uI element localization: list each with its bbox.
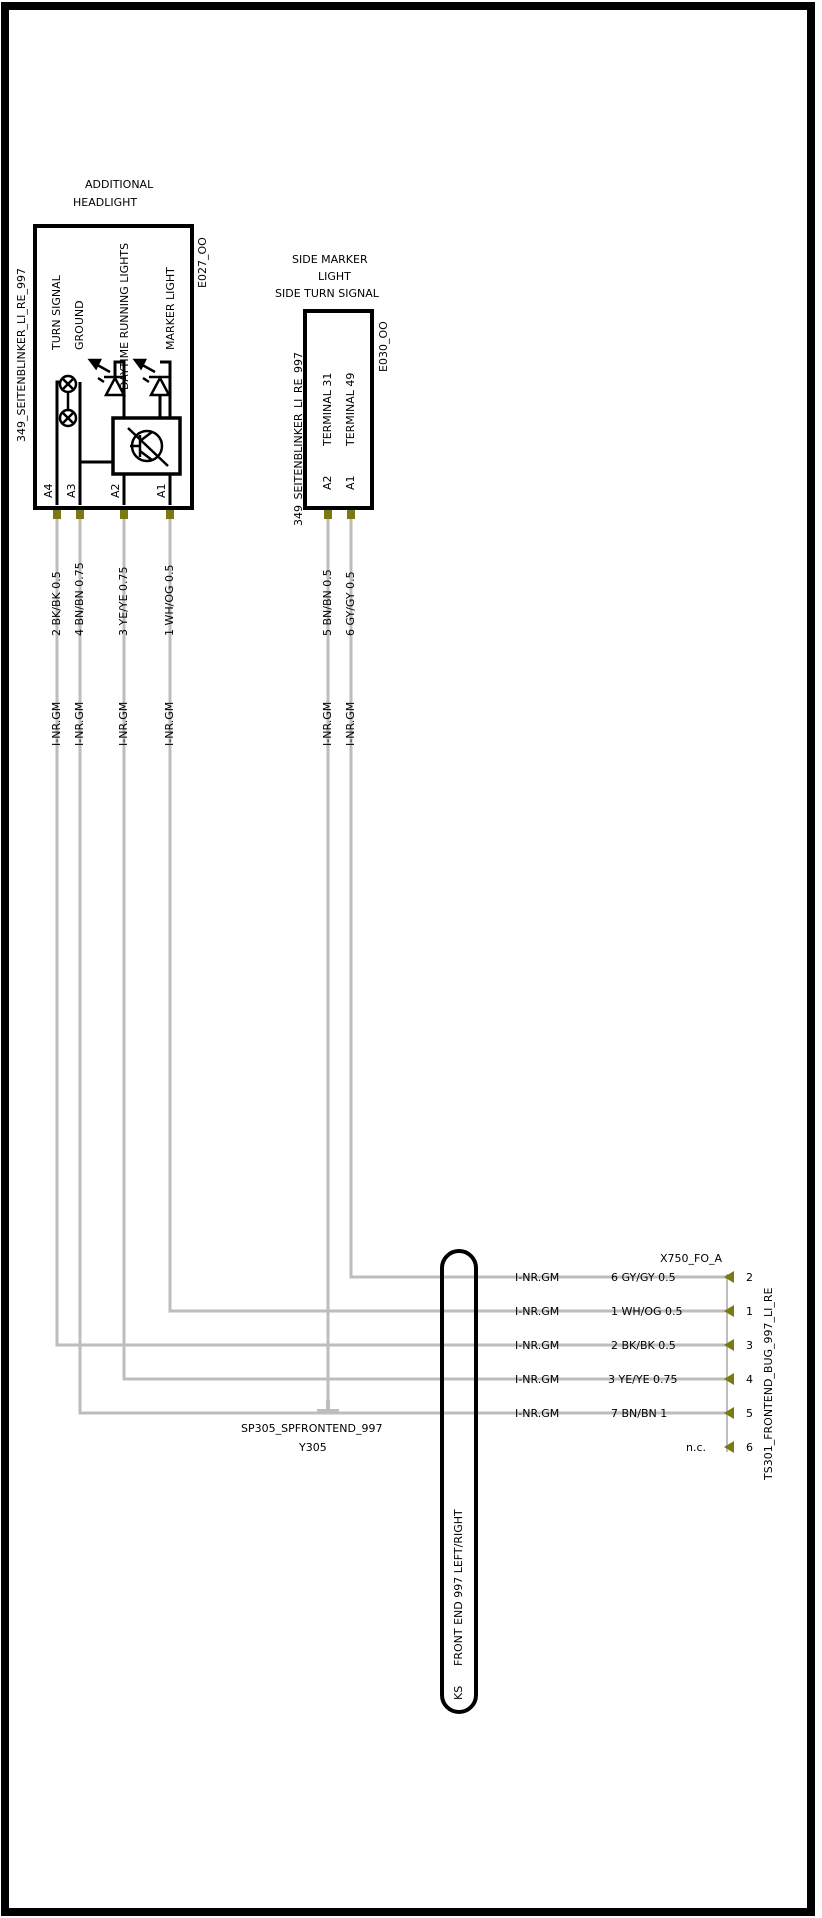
side-marker-component-name: 349_SEITENBLINKER_LI_RE_997	[292, 352, 305, 526]
headlight-component	[15, 178, 209, 746]
wire-label: 2 BK/BK 0.5	[50, 571, 63, 636]
connector-side-label: TS301_FRONTEND_BUG_997_LI_RE	[762, 1287, 775, 1480]
side-marker-code: E030_OO	[377, 321, 390, 372]
wire-label: 5 BN/BN 0.5	[321, 569, 334, 636]
harness-label: I-NR.GM	[344, 701, 357, 746]
pin-terminal	[120, 510, 128, 519]
pin-terminal	[76, 510, 84, 519]
wire-a1-wh	[170, 512, 727, 1311]
side-marker-component	[275, 253, 390, 746]
headlight-component-name: 349_SEITENBLINKER_LI_RE_997	[15, 268, 28, 442]
bulb-icon	[60, 376, 76, 392]
wire-label: 3 YE/YE 0.75	[608, 1373, 678, 1386]
headlight-title-1: ADDITIONAL	[85, 178, 154, 191]
bulb-icon	[60, 410, 76, 426]
splice-location: Y305	[299, 1441, 327, 1454]
func-marker-light: MARKER LIGHT	[164, 267, 177, 350]
wire-label: 6 GY/GY 0.5	[611, 1271, 676, 1284]
func-drl: DAYTIME RUNNING LIGHTS	[118, 242, 131, 390]
func-terminal-31: TERMINAL 31	[321, 372, 334, 446]
wire-label: 1 WH/OG 0.5	[611, 1305, 683, 1318]
harness-label: I-NR.GM	[515, 1407, 560, 1420]
connector-pin	[724, 1305, 734, 1317]
harness-box	[442, 1251, 476, 1712]
connector-pin	[724, 1271, 734, 1283]
wire-label: 2 BK/BK 0.5	[611, 1339, 676, 1352]
connector-pin	[724, 1373, 734, 1385]
harness-label: I-NR.GM	[73, 701, 86, 746]
pin-number: 6	[746, 1441, 753, 1454]
harness-prefix: KS	[452, 1685, 465, 1700]
func-ground: GROUND	[73, 300, 86, 350]
harness-label: I-NR.GM	[515, 1373, 560, 1386]
harness-label: I-NR.GM	[515, 1305, 560, 1318]
wire-label: 4 BN/BN 0.75	[73, 562, 86, 636]
splice-mark-stem	[326, 1400, 330, 1412]
harness-label: I-NR.GM	[50, 701, 63, 746]
wire-a2-ye	[124, 512, 727, 1379]
connector-pin	[724, 1441, 734, 1453]
side-marker-title-1: SIDE MARKER	[292, 253, 368, 266]
side-marker-box	[305, 311, 372, 508]
pin-terminal	[347, 510, 355, 519]
wire-label: 7 BN/BN 1	[611, 1407, 668, 1420]
harness-label: I-NR.GM	[163, 701, 176, 746]
func-terminal-49: TERMINAL 49	[344, 372, 357, 446]
wire-a3-bn	[80, 512, 328, 1413]
connector-name: X750_FO_A	[660, 1252, 723, 1265]
splice-name: SP305_SPFRONTEND_997	[241, 1422, 383, 1435]
pin-terminal	[166, 510, 174, 519]
harness-label: I-NR.GM	[515, 1271, 560, 1284]
pin-terminal	[324, 510, 332, 519]
pin-terminal	[53, 510, 61, 519]
harness-name: FRONT END 997 LEFT/RIGHT	[452, 1509, 465, 1666]
harness-label: I-NR.GM	[321, 701, 334, 746]
pin-label: A3	[65, 483, 78, 498]
pin-label: A1	[344, 475, 357, 490]
func-turn-signal: TURN SIGNAL	[50, 275, 63, 350]
pin-label: A1	[155, 483, 168, 498]
wire-label: 1 WH/OG 0.5	[163, 564, 176, 636]
wire-sm-a1-gy	[351, 512, 727, 1277]
connector-pin	[724, 1407, 734, 1419]
pin-number: 5	[746, 1407, 753, 1420]
side-marker-title-3: SIDE TURN SIGNAL	[275, 287, 379, 300]
nc-label: n.c.	[686, 1441, 707, 1454]
pin-label: A2	[321, 475, 334, 490]
pin-label: A2	[109, 483, 122, 498]
pin-label: A4	[42, 483, 55, 498]
pin-number: 3	[746, 1339, 753, 1352]
harness-label: I-NR.GM	[117, 701, 130, 746]
pin-number: 2	[746, 1271, 753, 1284]
pin-number: 4	[746, 1373, 753, 1386]
pin-number: 1	[746, 1305, 753, 1318]
side-marker-title-2: LIGHT	[318, 270, 351, 283]
headlight-code: E027_OO	[196, 237, 209, 288]
wire-label: 6 GY/GY 0.5	[344, 571, 357, 636]
wire-label: 3 YE/YE 0.75	[117, 566, 130, 636]
connector-pin	[724, 1339, 734, 1351]
connector-x750	[515, 1252, 775, 1481]
headlight-title-2: HEADLIGHT	[73, 196, 138, 209]
wire-a4-bk	[57, 512, 727, 1345]
harness-label: I-NR.GM	[515, 1339, 560, 1352]
